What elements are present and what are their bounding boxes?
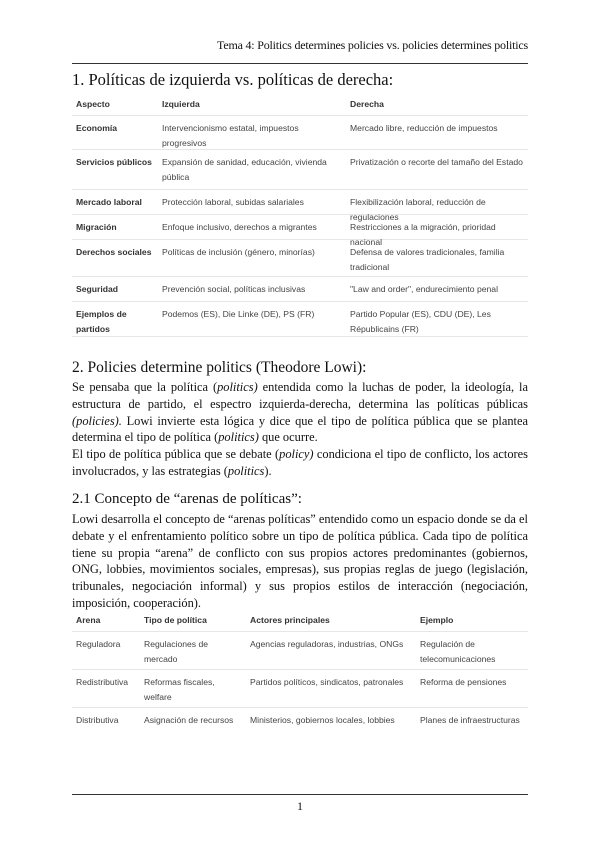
table-row <box>72 116 528 150</box>
text-run: que ocurre. <box>258 430 318 445</box>
column-header: Ejemplo <box>420 615 454 625</box>
aspect-cell: Economía <box>76 123 118 133</box>
italic-term: policy) <box>279 447 314 461</box>
table-row <box>72 670 528 708</box>
text-run: entendida como la luchas de poder, la ideología, la estructura de partido, el espectro izquierda-derecha, determina las políticas públicas <box>72 380 529 411</box>
section21-heading: 2.1 Concepto de “arenas de políticas”: <box>72 491 302 507</box>
actors-cell: Partidos políticos, sindicatos, patronales <box>250 677 404 687</box>
text-run: El tipo de política pública que se debate ( <box>72 447 280 461</box>
left-policy-cell: Políticas de inclusión (género, minorías) <box>162 247 315 257</box>
column-header: Tipo de política <box>144 615 207 625</box>
policy-type-cell: Regulaciones de mercado <box>144 639 209 664</box>
table-row <box>72 215 528 247</box>
column-header: Derecha <box>350 99 384 109</box>
aspect-cell: Ejemplos de partidos <box>76 309 127 334</box>
text-run: Lowi invierte esta lógica y dice que el tipo de política pública que se plantea determina el tipo de política ( <box>72 413 528 445</box>
arena-cell: Reguladora <box>76 639 121 649</box>
column-header: Aspecto <box>76 99 110 109</box>
section21-paragraph: Lowi desarrolla el concepto de “arenas políticas” entendido como un espacio donde se da el debate y el enfrentamiento político sobre un tipo de política pública. Cada tipo de política tiene su propia “arena” de conflicto con sus propios actores predominantes (gobiernos, ONG, lobbies, movimientos sociales, empresas), sus propias reglas de juego (legislación, tribunales, negociación informal) y sus propios estilos de interacción (negociación, imposición, cooperación). <box>72 512 528 610</box>
example-cell: Regulación de telecomunicaciones <box>420 639 496 664</box>
right-policy-cell: Flexibilización laboral, reducción de regulaciones <box>350 197 486 222</box>
left-policy-cell: Expansión de sanidad, educación, vivienda pública <box>162 157 327 182</box>
actors-cell: Ministerios, gobiernos locales, lobbies <box>250 715 395 725</box>
section2-paragraph-1 <box>72 379 528 446</box>
italic-term: politics) <box>218 430 259 445</box>
example-cell: Planes de infraestructuras <box>420 715 520 725</box>
right-policy-cell: Defensa de valores tradicionales, familia tradicional <box>350 247 505 272</box>
table-row <box>72 632 528 670</box>
right-policy-cell: "Law and order", endurecimiento penal <box>350 284 498 294</box>
text-run: condiciona el tipo de conflicto, los actores involucrados, y las estrategias ( <box>72 447 528 478</box>
left-policy-cell: Prevención social, políticas inclusivas <box>162 284 306 294</box>
aspect-cell: Mercado laboral <box>76 197 142 207</box>
arenas-table <box>72 613 528 738</box>
section1-heading: 1. Políticas de izquierda vs. políticas de derecha: <box>72 70 394 89</box>
table-row <box>72 708 528 738</box>
example-cell: Reforma de pensiones <box>420 677 507 687</box>
table-row <box>72 240 528 277</box>
left-policy-cell: Protección laboral, subidas salariales <box>162 197 304 207</box>
italic-term: (policies). <box>72 413 122 428</box>
footer-divider <box>72 794 528 795</box>
italic-term: politics) <box>217 380 258 394</box>
header-divider <box>72 63 528 64</box>
aspect-cell: Seguridad <box>76 284 119 294</box>
table-row <box>72 190 528 222</box>
text-run: ). <box>264 463 272 478</box>
aspect-cell: Derechos sociales <box>76 247 152 257</box>
table-header-row <box>72 97 528 116</box>
table-header-row <box>72 613 528 632</box>
arena-cell: Redistributiva <box>76 677 129 687</box>
aspect-cell: Servicios públicos <box>76 157 152 167</box>
left-policy-cell: Intervencionismo estatal, impuestos progresivos <box>162 123 299 148</box>
aspect-cell: Migración <box>76 222 117 232</box>
left-policy-cell: Enfoque inclusivo, derechos a migrantes <box>162 222 317 232</box>
policy-type-cell: Asignación de recursos <box>144 715 234 725</box>
column-header: Izquierda <box>162 99 200 109</box>
policy-type-cell: Reformas fiscales, welfare <box>144 677 215 702</box>
column-header: Actores principales <box>250 615 330 625</box>
right-policy-cell: Mercado libre, reducción de impuestos <box>350 123 498 133</box>
left-policy-cell: Podemos (ES), Die Linke (DE), PS (FR) <box>162 309 315 319</box>
right-policy-cell: Partido Popular (ES), CDU (DE), Les Républicains (FR) <box>350 309 491 334</box>
column-header: Arena <box>76 615 101 625</box>
table-row <box>72 277 528 302</box>
table-row <box>72 302 528 337</box>
header-title: Tema 4: Politics determines policies vs. policies determines politics <box>217 38 528 52</box>
italic-term: politics <box>227 463 265 478</box>
table-row <box>72 150 528 190</box>
left-right-table <box>72 97 528 337</box>
right-policy-cell: Restricciones a la migración, prioridad nacional <box>350 222 496 247</box>
section2-heading: 2. Policies determine politics (Theodore Lowi): <box>72 359 367 376</box>
page-number: 1 <box>297 799 303 813</box>
actors-cell: Agencias reguladoras, industrias, ONGs <box>250 639 404 649</box>
section2-paragraph-2 <box>72 446 528 480</box>
right-policy-cell: Privatización o recorte del tamaño del Estado <box>350 157 523 167</box>
text-run: Se pensaba que la política ( <box>72 380 218 394</box>
arena-cell: Distributiva <box>76 715 119 725</box>
